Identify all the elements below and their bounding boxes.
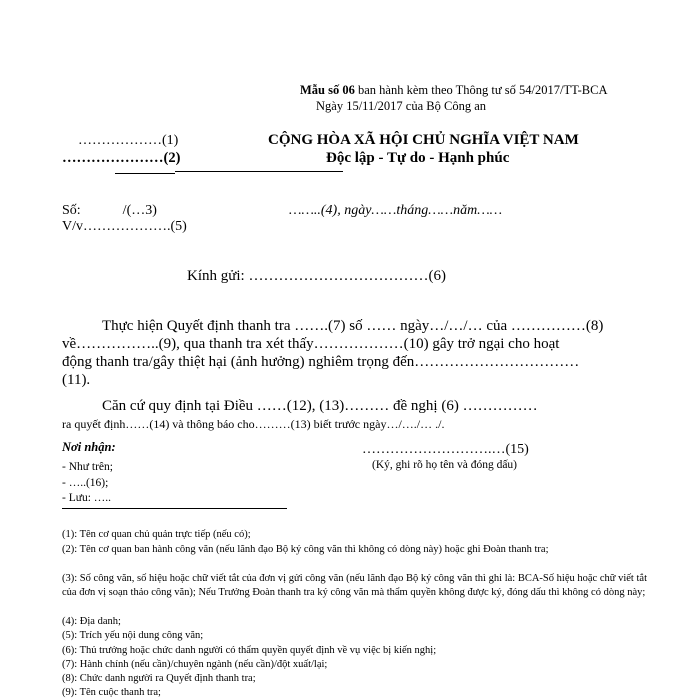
footnote-5: (5): Trích yếu nội dung công văn; [62, 630, 204, 641]
recipient-item: - …..(16); [62, 477, 109, 489]
body-paragraph2-line2: ra quyết định……(14) và thông báo cho………(13) biết trước ngày…/…./… ./. [62, 417, 445, 431]
parent-agency-line: ………………(1) [78, 133, 179, 148]
body-paragraph1-line4: (11). [62, 372, 91, 388]
body-paragraph1-line2: về……………..(9), qua thanh tra xét thấy………………(10) gây trở ngại cho hoạt [62, 336, 560, 352]
place-date-line: ……..(4), ngày……tháng……năm…… [289, 203, 503, 218]
signature-note: (Ký, ghi rõ họ tên và đóng dấu) [372, 459, 517, 471]
body-paragraph1-line3: động thanh tra/gây thiệt hại (ảnh hưởng) nghiêm trọng đến…………………………… [62, 354, 580, 370]
footnote-4: (4): Địa danh; [62, 616, 121, 627]
national-title: CỘNG HÒA XÃ HỘI CHỦ NGHĨA VIỆT NAM [268, 132, 579, 148]
national-motto: Độc lập - Tự do - Hạnh phúc [326, 150, 510, 166]
recipients-title: Nơi nhận: [62, 440, 116, 454]
document-number: Số: /(…3) [62, 203, 157, 218]
footnote-1: (1): Tên cơ quan chủ quản trực tiếp (nếu có); [62, 529, 251, 540]
form-number: Mẫu số 06 [300, 83, 355, 97]
body-paragraph2-line1: Căn cứ quy định tại Điều ……(12), (13)……… đề nghị (6) …………… [102, 398, 538, 414]
recipient-item: - Lưu: ….. [62, 492, 112, 504]
footnote-7: (7): Hành chính (nếu cần)/chuyên ngành (nếu cần)/đột xuất/lại; [62, 659, 328, 670]
footnote-6: (6): Thủ trưởng hoặc chức danh người có thẩm quyền quyết định về vụ việc bị kiến nghị; [62, 645, 437, 656]
issuing-agency-line: …………………(2) [62, 150, 181, 166]
recipient-item: - Như trên; [62, 461, 113, 473]
footnote-9: (9): Tên cuộc thanh tra; [62, 687, 161, 698]
addressee-line: Kính gửi: ………………………………(6) [187, 268, 446, 284]
signature-line: ……………………….…(15) [362, 442, 529, 457]
footnote-separator [62, 508, 287, 509]
left-header-rule [115, 173, 175, 174]
footnote-2: (2): Tên cơ quan ban hành công văn (nếu lãnh đạo Bộ ký công văn thì không có dòng này) hoặc ghi Đoàn thanh tra; [62, 544, 549, 555]
footnote-3: (3): Số công văn, số hiệu hoặc chữ viết tắt của đơn vị gửi công văn (nếu lãnh đạo Bộ ký công văn thì ghi là: BCA-Số hiệu hoặc chữ viết tắt của đơn vị soạn thảo công văn); Nếu Trưởng Đoàn thanh tra ký công văn mà thẩm quyền không được ký, đóng dấu thì không có dòng này; [62, 573, 647, 598]
footnote-8: (8): Chức danh người ra Quyết định thanh tra; [62, 673, 256, 684]
form-date-ref: Ngày 15/11/2017 của Bộ Công an [316, 99, 487, 113]
subject-line: V/v……………….(5) [62, 219, 187, 234]
form-circular-ref: ban hành kèm theo Thông tư số 54/2017/TT-BCA [354, 83, 608, 97]
motto-underline [175, 171, 343, 172]
form-header-note [300, 83, 607, 98]
body-paragraph1-line1: Thực hiện Quyết định thanh tra …….(7) số …… ngày…/…/… của ……………(8) [102, 318, 604, 334]
